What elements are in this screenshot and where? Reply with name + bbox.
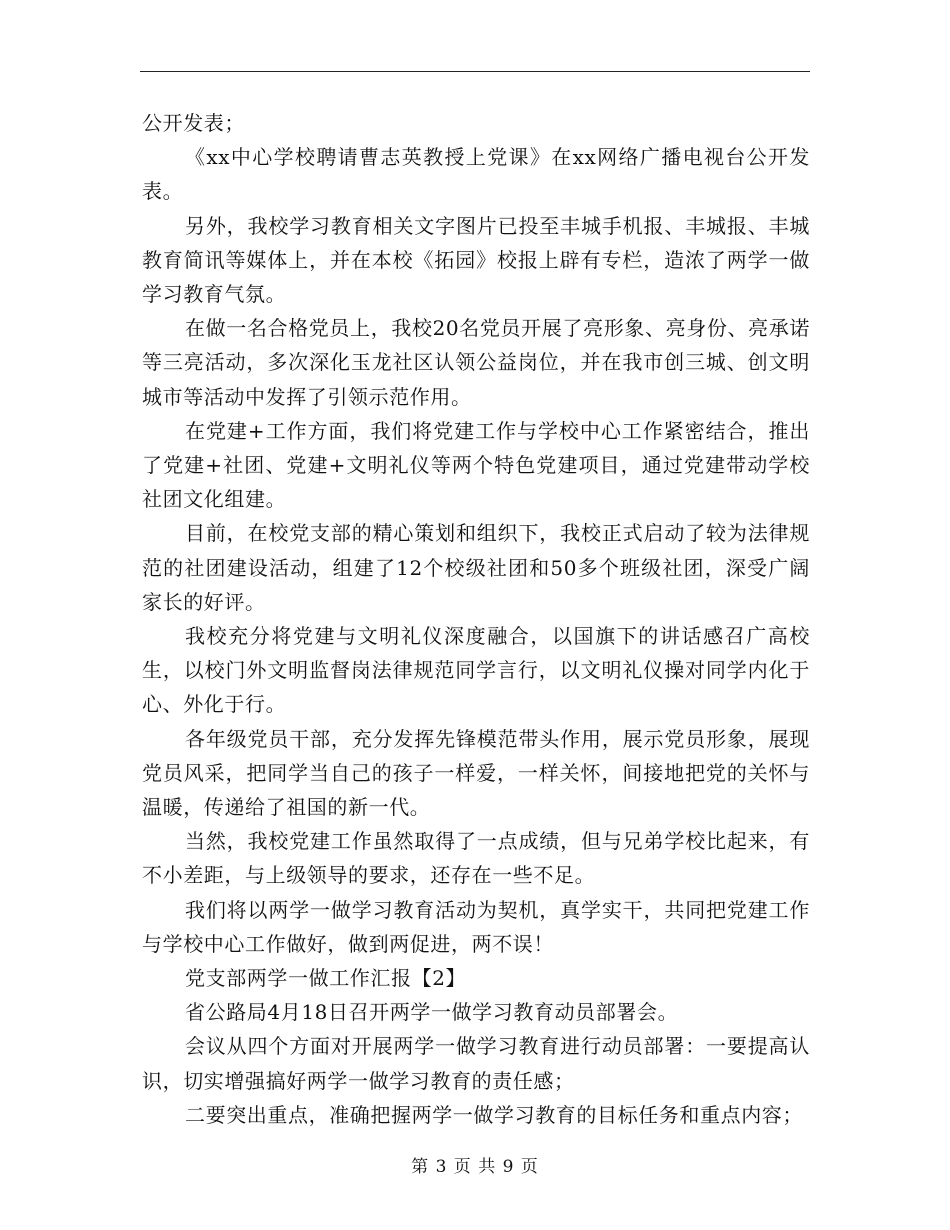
paragraph: 在做一名合格党员上，我校20名党员开展了亮形象、亮身份、亮承诺等三亮活动，多次深化玉龙社区认领公益岗位，并在我市创三城、创文明城市等活动中发挥了引领示范作用。 bbox=[142, 316, 810, 409]
page-footer bbox=[0, 1152, 950, 1177]
paragraph: 各年级党员干部，充分发挥先锋模范带头作用，展示党员形象，展现党员风采，把同学当自己的孩子一样爱，一样关怀，间接地把党的关怀与温暖，传递给了祖国的新一代。 bbox=[142, 726, 810, 820]
paragraph: 《xx中心学校聘请曹志英教授上党课》在xx网络广播电视台公开发表。 bbox=[142, 145, 810, 204]
document-body bbox=[142, 106, 810, 1132]
footer-suffix: 页 bbox=[520, 1157, 539, 1177]
header-rule bbox=[140, 71, 810, 72]
paragraph: 我们将以两学一做学习教育活动为契机，真学实干，共同把党建工作与学校中心工作做好，做到两促进，两不误！ bbox=[142, 897, 810, 956]
paragraph: 省公路局4月18日召开两学一做学习教育动员部署会。 bbox=[185, 1000, 679, 1025]
section-heading: 党支部两学一做工作汇报【2】 bbox=[185, 966, 467, 991]
footer-prefix: 第 bbox=[411, 1157, 430, 1177]
paragraph: 另外，我校学习教育相关文字图片已投至丰城手机报、丰城报、丰城教育简讯等媒体上，并在本校《拓园》校报上辟有专栏，造浓了两学一做学习教育气氛。 bbox=[142, 213, 810, 307]
paragraph: 在党建+工作方面，我们将党建工作与学校中心工作紧密结合，推出了党建+社团、党建+文明礼仪等两个特色党建项目，通过党建带动学校社团文化组建。 bbox=[142, 418, 810, 512]
paragraph: 二要突出重点，准确把握两学一做学习教育的目标任务和重点内容； bbox=[185, 1102, 803, 1127]
footer-middle: 页 共 bbox=[453, 1157, 497, 1177]
paragraph: 会议从四个方面对开展两学一做学习教育进行动员部署：一要提高认识，切实增强搞好两学一做学习教育的责任感； bbox=[142, 1034, 810, 1093]
total-pages: 9 bbox=[502, 1157, 515, 1177]
paragraph: 公开发表； bbox=[142, 111, 245, 135]
page-number: 3 bbox=[435, 1157, 448, 1177]
paragraph: 当然，我校党建工作虽然取得了一点成绩，但与兄弟学校比起来，有不小差距，与上级领导的要求，还存在一些不足。 bbox=[142, 829, 810, 888]
paragraph: 目前，在校党支部的精心策划和组织下，我校正式启动了较为法律规范的社团建设活动，组建了12个校级社团和50多个班级社团，深受广阔家长的好评。 bbox=[142, 521, 810, 614]
paragraph: 我校充分将党建与文明礼仪深度融合，以国旗下的讲话感召广高校生，以校门外文明监督岗法律规范同学言行，以文明礼仪操对同学内化于心、外化于行。 bbox=[142, 624, 810, 717]
